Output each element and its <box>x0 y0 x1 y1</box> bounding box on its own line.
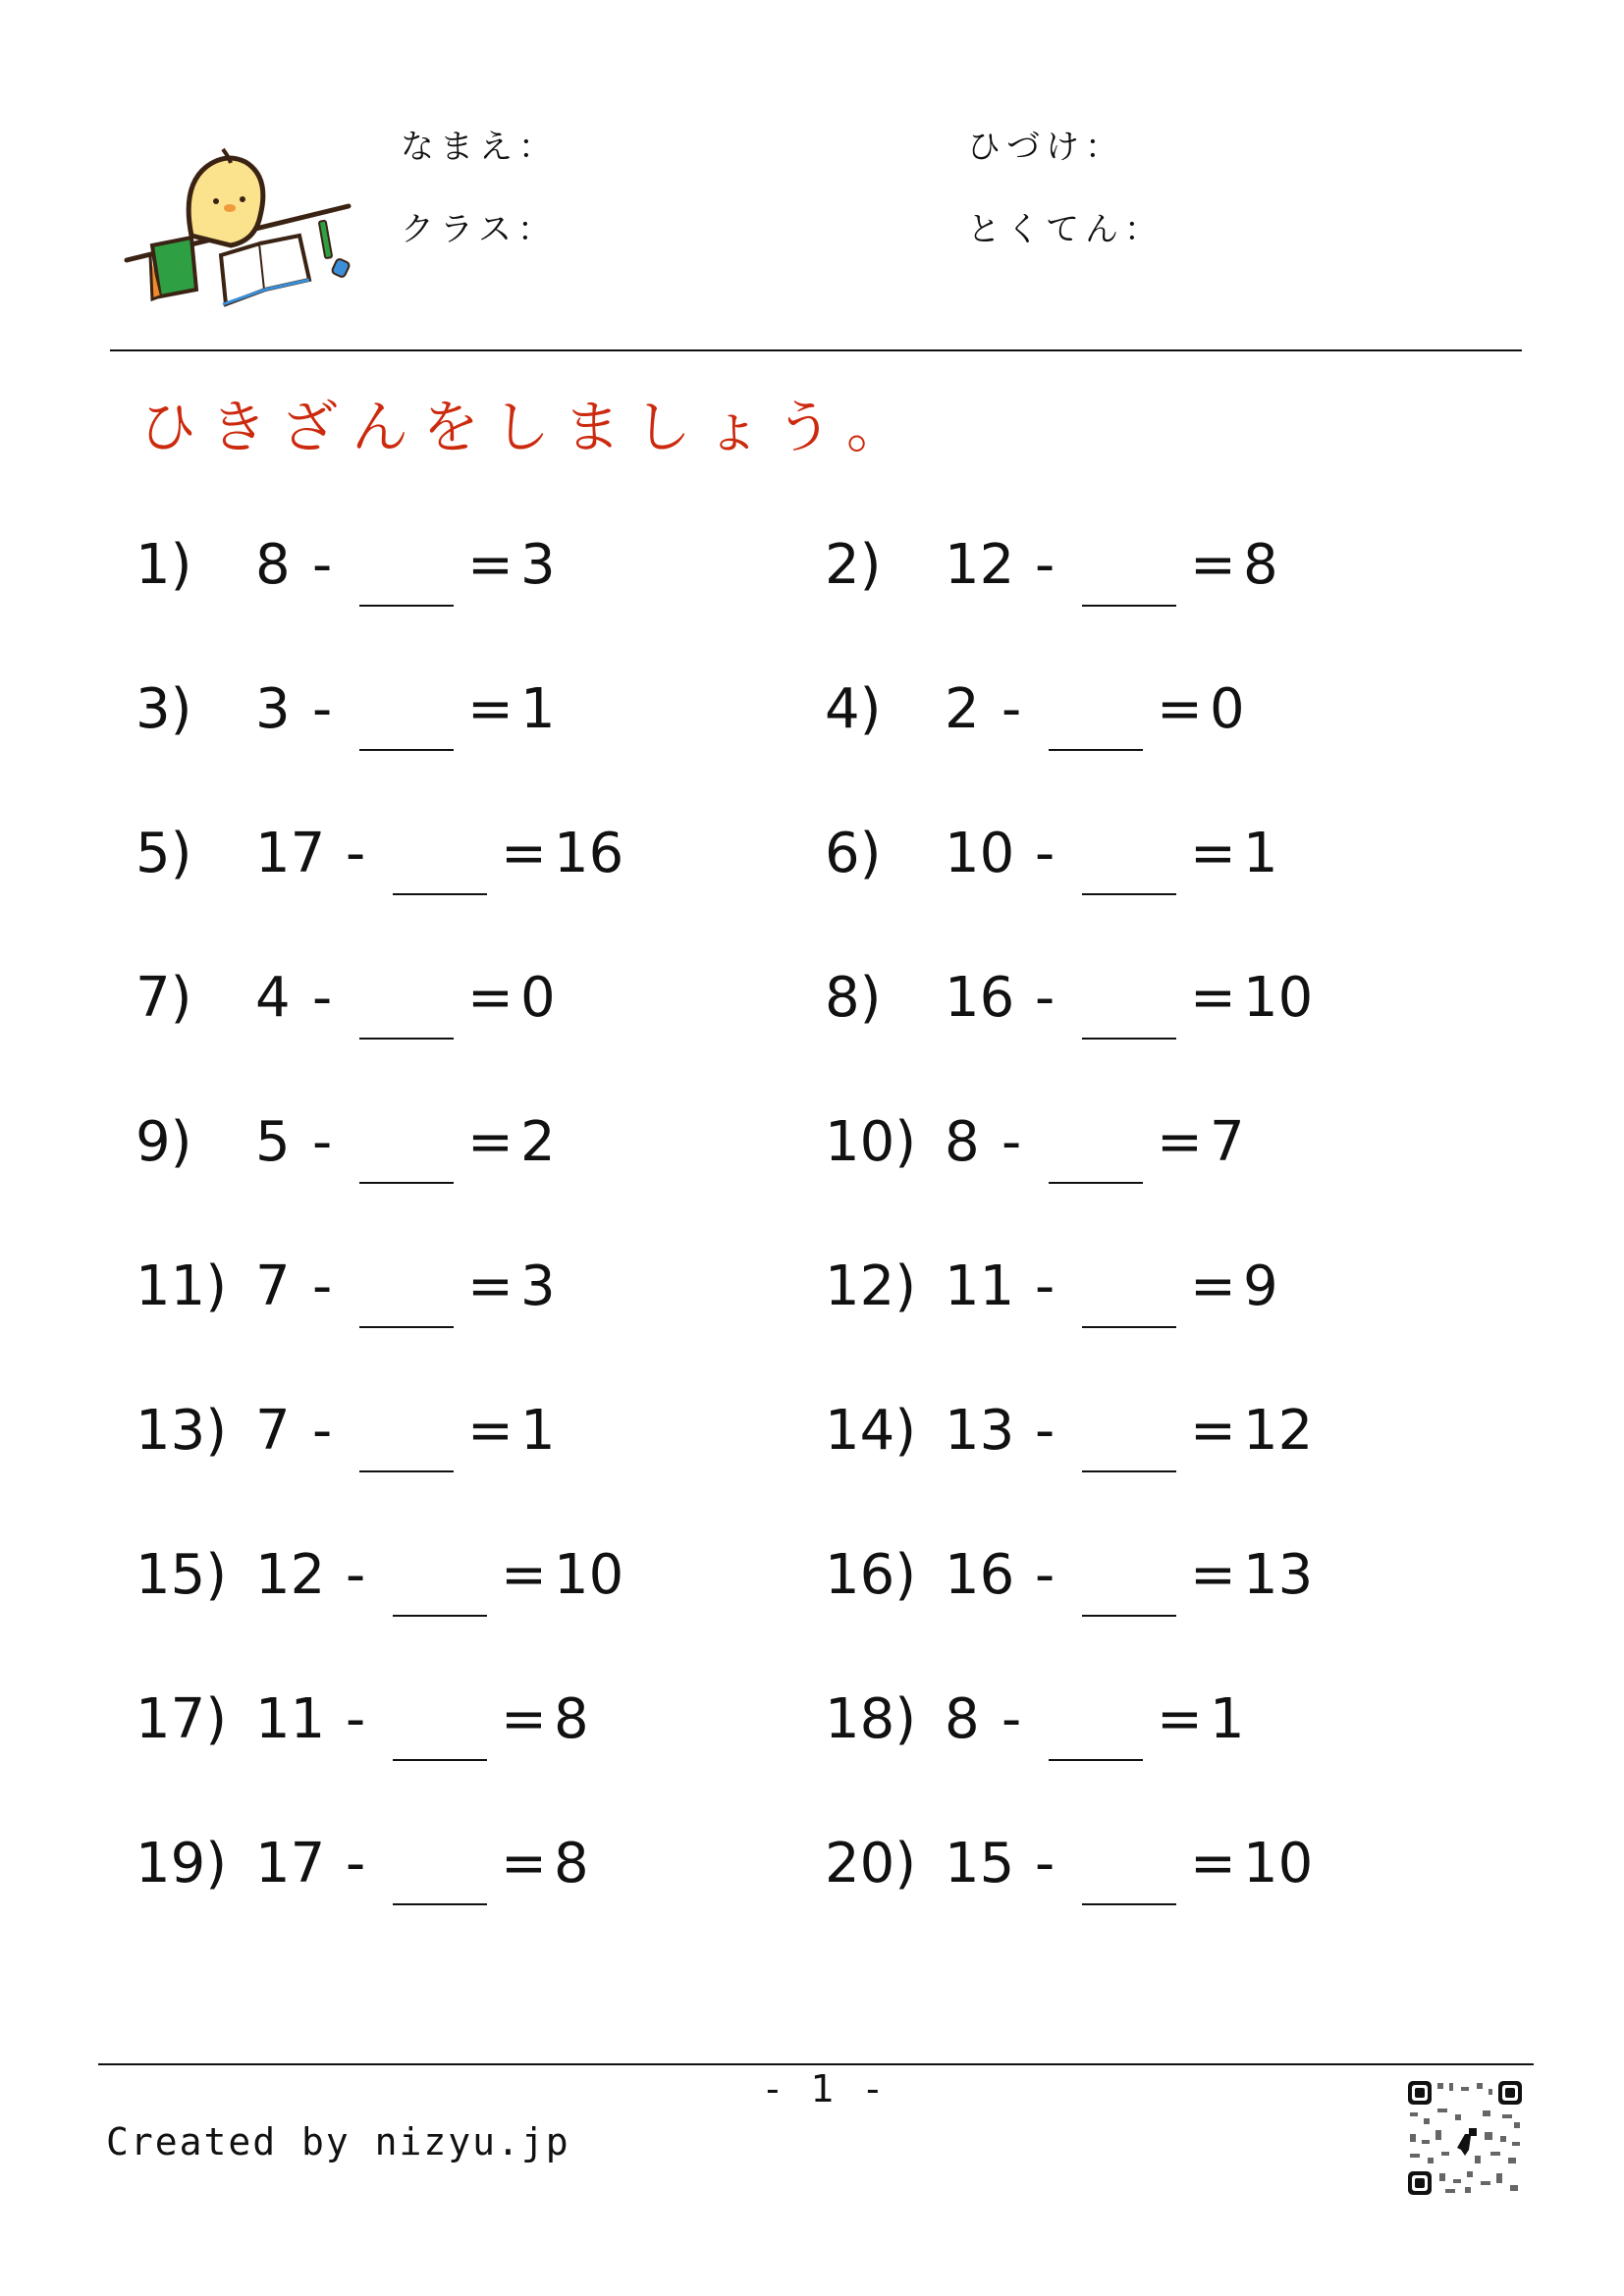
answer-blank[interactable] <box>359 1326 454 1328</box>
minus-sign: - <box>1035 966 1056 1030</box>
problem-number: 19) <box>135 1832 228 1896</box>
difference: 7 <box>1210 1110 1245 1174</box>
problem-number: 4) <box>825 677 882 741</box>
difference: 0 <box>1210 677 1245 741</box>
answer-blank[interactable] <box>359 605 454 607</box>
equals-sign: = <box>467 533 514 597</box>
score-label: とくてん： <box>967 210 1164 249</box>
minus-sign: - <box>1035 1832 1056 1896</box>
answer-blank[interactable] <box>393 1903 487 1905</box>
minuend: 10 <box>945 822 1015 885</box>
equals-sign: = <box>501 1543 547 1607</box>
answer-blank[interactable] <box>1082 1326 1176 1328</box>
minuend: 3 <box>255 677 291 741</box>
minuend: 2 <box>945 677 980 741</box>
minus-sign: - <box>1001 1110 1022 1174</box>
minus-sign: - <box>312 533 333 597</box>
difference: 10 <box>1243 966 1314 1030</box>
difference: 1 <box>1210 1687 1245 1751</box>
problem-number: 15) <box>135 1543 228 1607</box>
answer-blank[interactable] <box>359 1470 454 1472</box>
minuend: 8 <box>945 1687 980 1751</box>
equals-sign: = <box>467 1255 514 1318</box>
answer-blank[interactable] <box>359 1182 454 1184</box>
answer-blank[interactable] <box>393 1759 487 1761</box>
equals-sign: = <box>467 1399 514 1463</box>
equals-sign: = <box>1157 1687 1203 1751</box>
answer-blank[interactable] <box>1049 1182 1143 1184</box>
difference: 2 <box>520 1110 556 1174</box>
problem-number: 9) <box>135 1110 192 1174</box>
name-label: なまえ： <box>401 128 558 167</box>
problem-number: 3) <box>135 677 192 741</box>
minus-sign: - <box>1035 1543 1056 1607</box>
difference: 10 <box>1243 1832 1314 1896</box>
problem-number: 14) <box>825 1399 917 1463</box>
equals-sign: = <box>501 1687 547 1751</box>
instruction-title: ひきざんをしましょう。 <box>139 394 918 460</box>
problem-number: 17) <box>135 1687 228 1751</box>
credit-text: Created by nizyu.jp <box>106 2120 570 2163</box>
footer-divider <box>98 2063 1534 2065</box>
answer-blank[interactable] <box>1049 1759 1143 1761</box>
difference: 9 <box>1243 1255 1278 1318</box>
minus-sign: - <box>312 966 333 1030</box>
difference: 13 <box>1243 1543 1314 1607</box>
minuend: 16 <box>945 966 1015 1030</box>
minuend: 11 <box>945 1255 1015 1318</box>
answer-blank[interactable] <box>1082 1470 1176 1472</box>
problem-number: 11) <box>135 1255 228 1318</box>
problem-number: 18) <box>825 1687 917 1751</box>
problem-number: 7) <box>135 966 192 1030</box>
answer-blank[interactable] <box>1049 749 1143 751</box>
minuend: 5 <box>255 1110 291 1174</box>
equals-sign: = <box>467 677 514 741</box>
minus-sign: - <box>312 677 333 741</box>
equals-sign: = <box>501 1832 547 1896</box>
problem-number: 2) <box>825 533 882 597</box>
answer-blank[interactable] <box>359 749 454 751</box>
minus-sign: - <box>1001 677 1022 741</box>
qr-code-icon <box>1406 2079 1524 2197</box>
minus-sign: - <box>1035 533 1056 597</box>
minus-sign: - <box>346 822 366 885</box>
minuend: 7 <box>255 1399 291 1463</box>
minus-sign: - <box>312 1399 333 1463</box>
problem-number: 1) <box>135 533 192 597</box>
difference: 8 <box>554 1687 589 1751</box>
problem-number: 6) <box>825 822 882 885</box>
answer-blank[interactable] <box>1082 1038 1176 1040</box>
answer-blank[interactable] <box>1082 1615 1176 1617</box>
answer-blank[interactable] <box>393 1615 487 1617</box>
difference: 8 <box>554 1832 589 1896</box>
minus-sign: - <box>346 1687 366 1751</box>
equals-sign: = <box>1157 677 1203 741</box>
chick-icon <box>123 128 368 324</box>
minus-sign: - <box>346 1543 366 1607</box>
minuend: 12 <box>255 1543 326 1607</box>
difference: 8 <box>1243 533 1278 597</box>
equals-sign: = <box>1190 1832 1236 1896</box>
minuend: 16 <box>945 1543 1015 1607</box>
problem-number: 20) <box>825 1832 917 1896</box>
problem-number: 8) <box>825 966 882 1030</box>
minus-sign: - <box>346 1832 366 1896</box>
problem-number: 5) <box>135 822 192 885</box>
equals-sign: = <box>1190 1255 1236 1318</box>
minuend: 8 <box>255 533 291 597</box>
minuend: 7 <box>255 1255 291 1318</box>
class-label: クラス： <box>401 210 557 249</box>
minus-sign: - <box>1035 1255 1056 1318</box>
minuend: 4 <box>255 966 291 1030</box>
answer-blank[interactable] <box>1082 605 1176 607</box>
difference: 0 <box>520 966 556 1030</box>
minuend: 12 <box>945 533 1015 597</box>
problem-number: 16) <box>825 1543 917 1607</box>
minuend: 11 <box>255 1687 326 1751</box>
answer-blank[interactable] <box>1082 893 1176 895</box>
difference: 3 <box>520 1255 556 1318</box>
answer-blank[interactable] <box>359 1038 454 1040</box>
answer-blank[interactable] <box>393 893 487 895</box>
problem-number: 12) <box>825 1255 917 1318</box>
difference: 1 <box>520 1399 556 1463</box>
difference: 10 <box>554 1543 624 1607</box>
difference: 16 <box>554 822 624 885</box>
minuend: 17 <box>255 822 326 885</box>
equals-sign: = <box>501 822 547 885</box>
difference: 12 <box>1243 1399 1314 1463</box>
minus-sign: - <box>312 1255 333 1318</box>
minus-sign: - <box>1001 1687 1022 1751</box>
equals-sign: = <box>1190 822 1236 885</box>
equals-sign: = <box>467 1110 514 1174</box>
problem-number: 13) <box>135 1399 228 1463</box>
equals-sign: = <box>1190 1399 1236 1463</box>
difference: 1 <box>1243 822 1278 885</box>
equals-sign: = <box>1190 533 1236 597</box>
problem-number: 10) <box>825 1110 917 1174</box>
equals-sign: = <box>1190 1543 1236 1607</box>
page-number: - 1 - <box>766 2067 890 2110</box>
minuend: 17 <box>255 1832 326 1896</box>
equals-sign: = <box>1157 1110 1203 1174</box>
header-divider <box>110 349 1522 351</box>
minus-sign: - <box>1035 822 1056 885</box>
difference: 1 <box>520 677 556 741</box>
chick-illustration <box>123 128 368 324</box>
difference: 3 <box>520 533 556 597</box>
minus-sign: - <box>312 1110 333 1174</box>
date-label: ひづけ： <box>967 128 1124 167</box>
equals-sign: = <box>467 966 514 1030</box>
minuend: 13 <box>945 1399 1015 1463</box>
equals-sign: = <box>1190 966 1236 1030</box>
minus-sign: - <box>1035 1399 1056 1463</box>
answer-blank[interactable] <box>1082 1903 1176 1905</box>
minuend: 8 <box>945 1110 980 1174</box>
minuend: 15 <box>945 1832 1015 1896</box>
